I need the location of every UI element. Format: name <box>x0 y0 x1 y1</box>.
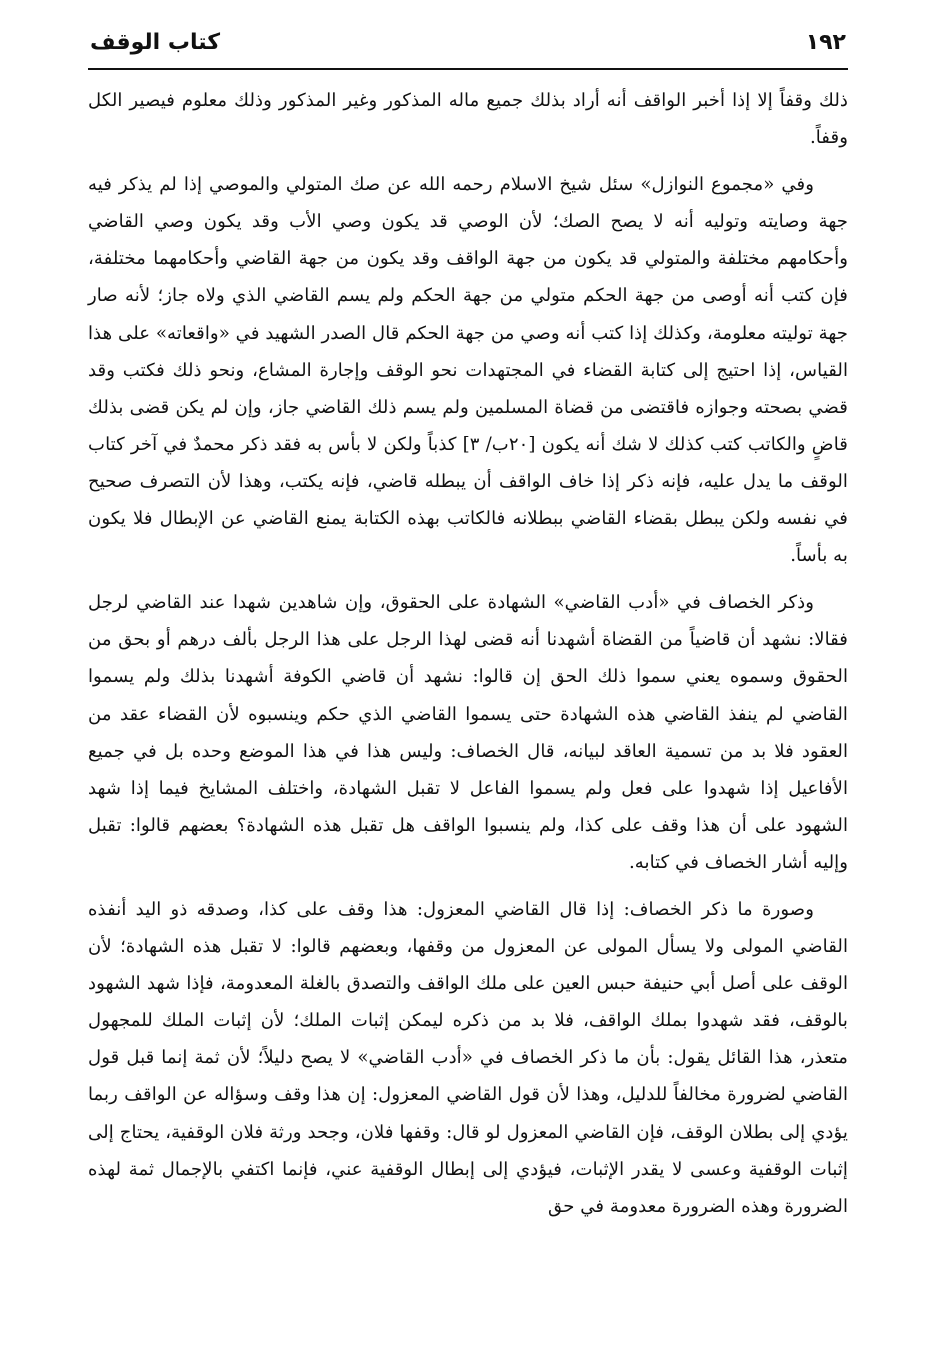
page-number: ١٩٢ <box>805 30 846 55</box>
paragraph-3: وذكر الخصاف في «أدب القاضي» الشهادة على الحقوق، وإن شاهدين شهدا عند القاضي لرجل فقالا: نشهد أن قاضياً من القضاة أشهدنا أنه قضى لهذا الرجل على هذا الرجل بألف درهم أو بحق من الحقوق وسموه يعني سموا ذلك الحق إن قالوا: نشهد أن قاضي الكوفة أشهدنا بذلك ولم يسموا القاضي لم ينفذ القاضي هذه الشهادة حتى يسموا القاضي الذي حكم وينسبوه لأن القضاء عقد من العقود فلا بد من تسمية العاقد لبيانه، قال الخصاف: وليس هذا في هذا الموضع وحده بل في جميع الأفاعيل إذا شهدوا على فعل ولم يسموا الفاعل لا تقبل الشهادة، واختلف المشايخ فيما إذا شهد الشهود على أن هذا وقف على كذا، ولم ينسبوا الواقف هل تقبل هذه الشهادة؟ بعضهم قالوا: تقبل وإليه أشار الخصاف في كتابه. <box>88 592 848 873</box>
paragraph-1: ذلك وقفاً إلا إذا أخبر الواقف أنه أراد بذلك جميع ماله المذكور وغير المذكور وذلك معلوم فيصير الكل وقفاً. <box>88 90 848 149</box>
page-header <box>88 30 848 70</box>
paragraph-4: وصورة ما ذكر الخصاف: إذا قال القاضي المعزول: هذا وقف على كذا، وصدقه ذو اليد أنفذه القاضي المولى ولا يسأل المولى عن المعزول من وقفها، وبعضهم قالوا: لا تقبل هذه الشهادة؛ لأن الوقف على أصل أبي حنيفة حبس العين على ملك الواقف والتصدق بالغلة المعدومة، فإذا شهد الشهود بالوقف، فقد شهدوا بملك الواقف، فلا بد من ذكره ليمكن إثبات الملك؛ لأن إثبات الملك للمجهول متعذر، هذا القائل يقول: بأن ما ذكر الخصاف في «أدب القاضي» لا يصح دليلاً؛ لأن ثمة إنما قبل قول القاضي لضرورة مخالفاً للدليل، وهذا لأن قول القاضي المعزول: إن هذا وقف وسؤاله عن الواقف ربما يؤدي إلى بطلان الوقف، فإن القاضي المعزول لو قال: وقفها فلان، وجحد ورثة فلان الوقفية، يحتاج إلى إثبات الوقفية وعسى لا يقدر الإثبات، فيؤدي إلى إبطال الوقفية عني، فإنما اكتفي بالإجمال ثمة لهذه الضرورة وهذه الضرورة معدومة في حق <box>88 898 848 1217</box>
book-page <box>88 30 848 1350</box>
running-title: كتاب الوقف <box>90 30 221 55</box>
page-body <box>88 82 848 1225</box>
paragraph-2: وفي «مجموع النوازل» سئل شيخ الاسلام رحمه الله عن صك المتولي والموصي إذا لم يذكر فيه جهة وصايته وتوليه أنه لا يصح الصك؛ لأن الوصي قد يكون وصي الأب وقد يكون وصي القاضي وأحكامهم مختلفة والمتولي قد يكون من جهة الواقف وقد يكون من جهة القاضي وأحكامهما مختلفة، فإن كتب أنه أوصى من جهة الحكم متولي من جهة الحكم ولم يسم القاضي الذي ولاه جاز؛ لأنه صار جهة توليته معلومة، وكذلك إذا كتب أنه وصي من جهة الحكم قال الصدر الشهيد في «واقعاته» على هذا القياس، إذا احتيج إلى كتابة القضاء في المجتهدات نحو الوقف وإجارة المشاع، ونحو ذلك فكتب وقد قضي بصحته وجوازه فاقتضى من قضاة المسلمين ولم يسم ذلك القاضي جاز، وإن لم يكن قضى بذلك قاضٍ والكاتب كتب كذلك لا شك أنه يكون [٢٠ب/ ٣] كذباً ولكن لا بأس به فقد ذكر محمدٌ في آخر كتاب الوقف ما يدل عليه، فإنه ذكر إذا خاف الواقف أن يبطله قاضي، فإنه يكتب، وهذا لأن التصرف صحيح في نفسه ولكن يبطل بقضاء القاضي ببطلانه فالكاتب بهذه الكتابة يمنع القاضي عن الإبطال فلا يكون به بأساً. <box>88 174 849 567</box>
